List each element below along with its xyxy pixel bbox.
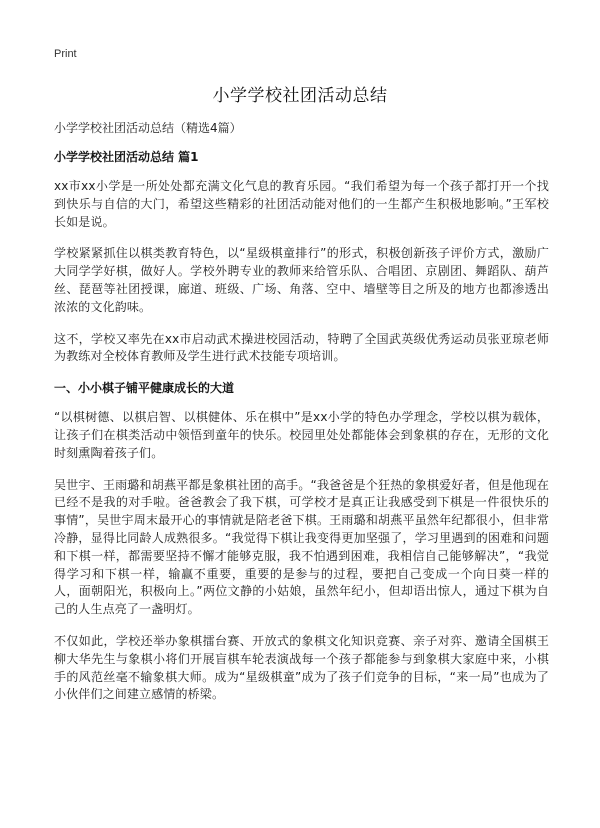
paragraph: 这不，学校又率先在xx市启动武术操进校园活动，特聘了全国武英级优秀运动员张亚琼老师为教练对全校体育教师及学生进行武术技能专项培训。 (54, 331, 549, 364)
print-label: Print (54, 48, 77, 60)
paragraph: “以棋树德、以棋启智、以棋健体、乐在棋中”是xx小学的特色办学理念，学校以棋为载体，让孩子们在棋类活动中领悟到童年的快乐。校园里处处都能体会到象棋的存在，无形的文化时刻熏陶着孩子们。 (54, 410, 549, 460)
paragraph: 学校紧紧抓住以棋类教育特色，以“星级棋童排行”的形式，积极创新孩子评价方式，激励广大同学学好棋，做好人。学校外聘专业的教师来给管乐队、合唱团、京剧团、舞蹈队、葫芦丝、琵琶等社团授课，廊道、班级、广场、角落、空中、墙壁等目之所及的地方也都渗透出浓浓的文化韵味。 (54, 246, 549, 314)
subsection-heading: 一、小小棋子铺平健康成长的大道 (54, 381, 235, 396)
document-subtitle: 小学学校社团活动总结（精选4篇） (54, 121, 242, 135)
paragraph: 不仅如此，学校还举办象棋擂台赛、开放式的象棋文化知识竞赛、亲子对弈、邀请全国棋王柳大华先生与象棋小将们开展盲棋车轮表演战每一个孩子都能参与到象棋大家庭中来，小棋手的风范丝毫不输象棋大师。成为“星级棋童”成为了孩子们竞争的目标，“来一局”也成为了小伙伴们之间建立感情的桥梁。 (54, 633, 549, 702)
page-title: 小学学校社团活动总结 (212, 86, 388, 106)
paragraph: 吴世宇、王雨璐和胡燕平都是象棋社团的高手。“我爸爸是个狂热的象棋爱好者，但是他现在已经不是我的对手啦。爸爸教会了我下棋，可学校才是真正让我感受到下棋是一件很快乐的事情”，吴世宇周末最开心的事情就是陪老爸下棋。王雨璐和胡燕平虽然年纪都很小，但非常冷静，显得比同龄人成熟很多。“我觉得下棋让我变得更加坚强了，学习里遇到的困难和问题和下棋一样，都需要坚持不懈才能够克服，我不怕遇到困难，我相信自己能够解决”，“我觉得学习和下棋一样，输赢不重要，重要的是参与的过程，要把自己变成一个向日葵一样的人，面朝阳光，积极向上。”两位文静的小姑娘，虽然年纪小，但却语出惊人，通过下棋为自己的人生点亮了一盏明灯。 (54, 477, 549, 617)
document-body (54, 120, 549, 718)
paragraph: xx市xx小学是一所处处都充满文化气息的教育乐园。“我们希望为每一个孩子都打开一个找到快乐与自信的大门，希望这些精彩的社团活动能对他们的一生都产生积极地影响。”王军校长如是说。 (54, 179, 549, 229)
section-heading: 小学学校社团活动总结 篇1 (54, 150, 199, 164)
